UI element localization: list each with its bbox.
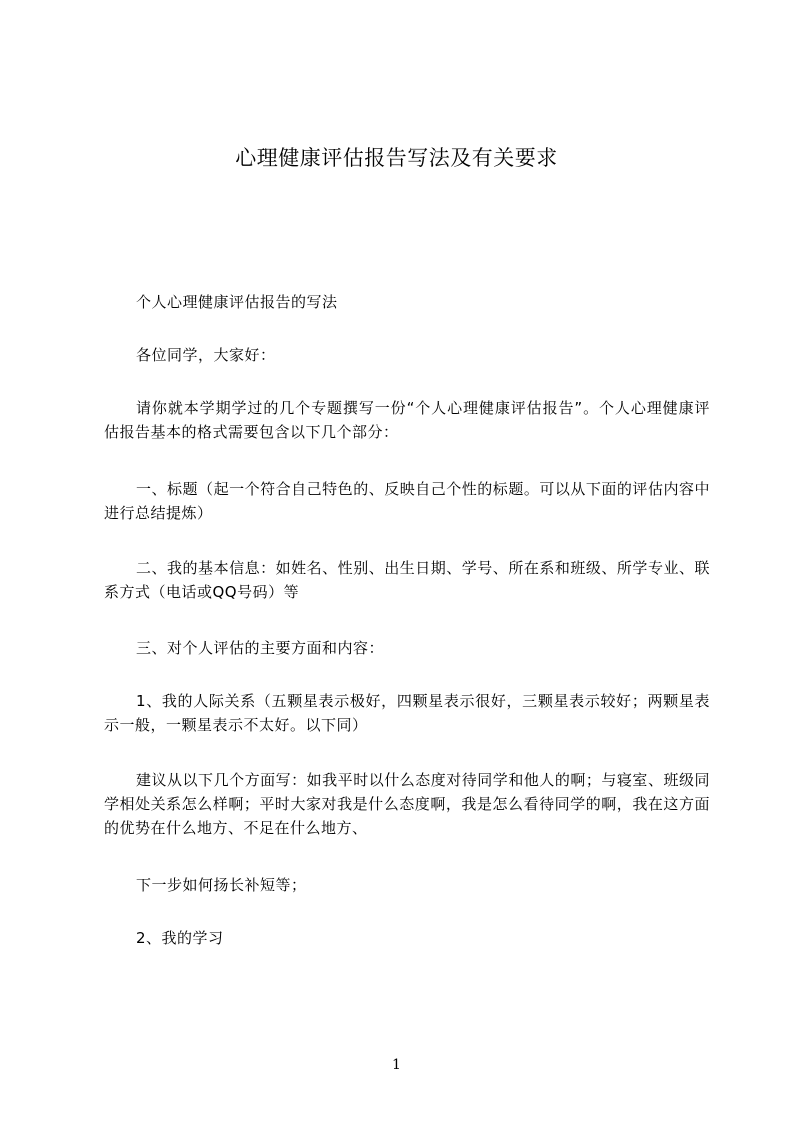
intro-paragraph: 请你就本学期学过的几个专题撰写一份“个人心理健康评估报告”。个人心理健康评估报告基本的格式需要包含以下几个部分： (104, 399, 710, 441)
section-heading: 个人心理健康评估报告的写法 (136, 293, 338, 311)
next-step-line: 下一步如何扬长补短等； (136, 876, 307, 894)
item-basic-info: 二、我的基本信息：如姓名、性别、出生日期、学号、所在系和班级、所学专业、联系方式（电话或QQ号码）等 (104, 559, 710, 601)
sub-item-study: 2、我的学习 (136, 929, 224, 947)
item-evaluation: 三、对个人评估的主要方面和内容： (136, 639, 385, 657)
suggestion-paragraph: 建议从以下几个方面写：如我平时以什么态度对待同学和他人的啊；与寝室、班级同学相处关系怎么样啊；平时大家对我是什么态度啊，我是怎么看待同学的啊，我在这方面的优势在什么地方、不足在什么地方、 (104, 771, 710, 837)
sub-item-relationships: 1、我的人际关系（五颗星表示极好，四颗星表示很好，三颗星表示较好；两颗星表示一般，一颗星表示不太好。以下同） (104, 692, 710, 734)
page-number: 1 (392, 1057, 401, 1073)
greeting: 各位同学，大家好： (136, 346, 276, 364)
page-title: 心理健康评估报告写法及有关要求 (235, 146, 558, 170)
item-title: 一、标题（起一个符合自己特色的、反映自己个性的标题。可以从下面的评估内容中进行总结提炼） (104, 480, 710, 522)
